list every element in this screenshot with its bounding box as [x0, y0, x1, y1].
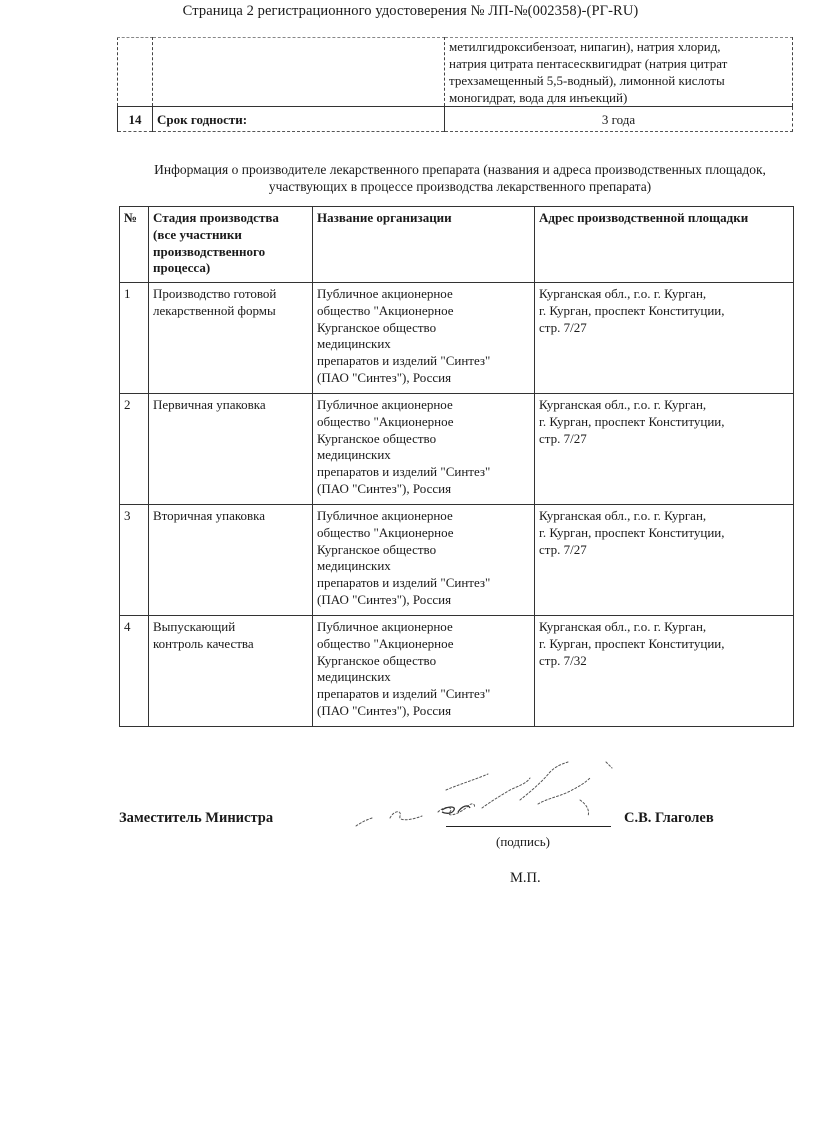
stage-cell	[149, 283, 313, 394]
address-cell	[535, 283, 794, 394]
signatory-name: С.В. Глаголев	[624, 810, 714, 826]
header-stage	[149, 207, 313, 283]
shelf-life-label: Срок годности:	[153, 107, 445, 132]
cell-line: г. Курган, проспект Конституции,	[539, 413, 725, 429]
organization-cell	[313, 394, 535, 505]
cell-line: (ПАО "Синтез"), Россия	[317, 591, 452, 607]
signature-caption: (подпись)	[496, 834, 550, 849]
cell-line: (ПАО "Синтез"), Россия	[317, 702, 452, 718]
cell-line: стр. 7/27	[539, 541, 587, 557]
stage-cell	[149, 505, 313, 616]
cell-line: общество "Акционерное	[317, 635, 454, 651]
cell-line: (ПАО "Синтез"), Россия	[317, 480, 452, 496]
cell-line: контроль качества	[153, 635, 254, 651]
cell-line: Курганская обл., г.о. г. Курган,	[539, 619, 707, 634]
row-number: 3	[120, 505, 149, 616]
cell-line: Вторичная упаковка	[153, 508, 266, 523]
shelf-life-value: 3 года	[445, 107, 793, 132]
cell-line: Курганское общество	[317, 430, 437, 446]
cell-line: препаратов и изделий "Синтез"	[317, 575, 491, 591]
table-row-shelf-life	[118, 107, 793, 132]
header-line: производственного	[153, 243, 266, 259]
header-organization: Название организации	[313, 207, 535, 283]
row-number: 14	[118, 107, 153, 132]
cell-line: Курганское общество	[317, 319, 437, 335]
organization-cell	[313, 616, 535, 727]
manufacturer-table	[119, 206, 794, 727]
stage-cell	[149, 394, 313, 505]
manufacturer-info-heading	[110, 161, 810, 195]
address-cell	[535, 616, 794, 727]
header-address: Адрес производственной площадки	[535, 207, 794, 283]
value-line: натрия цитрата пентасесквигидрат (натрия цитрат	[449, 56, 728, 71]
cell-line: стр. 7/32	[539, 652, 587, 668]
cell-line: медицинских	[317, 336, 391, 352]
organization-cell	[313, 283, 535, 394]
stamp-placeholder: М.П.	[510, 870, 541, 886]
cell-line: Публичное акционерное	[317, 286, 453, 301]
cell-line: (ПАО "Синтез"), Россия	[317, 369, 452, 385]
header-number: №	[120, 207, 149, 283]
page-header: Страница 2 регистрационного удостоверения № ЛП-№(002358)-(РГ-RU)	[182, 3, 639, 19]
cell-line: медицинских	[317, 447, 391, 463]
header-line: (все участники	[153, 226, 242, 242]
table-row-continuation	[118, 38, 793, 107]
table-row	[120, 505, 794, 616]
row-number: 1	[120, 283, 149, 394]
table-row	[120, 394, 794, 505]
cell-line: общество "Акционерное	[317, 413, 454, 429]
value-line: трехзамещенный 5,5-водный), лимонной кислоты	[449, 73, 725, 88]
composition-value	[445, 38, 793, 107]
header-line: Стадия производства	[153, 210, 279, 225]
signature-block	[0, 760, 821, 900]
cell-line: препаратов и изделий "Синтез"	[317, 686, 491, 702]
heading-line: Информация о производителе лекарственного препарата (названия и адреса производственных площадок,	[154, 162, 766, 177]
cell-line: общество "Акционерное	[317, 524, 454, 540]
cell-line: Первичная упаковка	[153, 397, 266, 412]
cell-line: препаратов и изделий "Синтез"	[317, 353, 491, 369]
cell-line: г. Курган, проспект Конституции,	[539, 302, 725, 318]
cell-line: Производство готовой	[153, 286, 277, 301]
handwritten-signature-icon	[350, 760, 630, 832]
cell-line: Публичное акционерное	[317, 619, 453, 634]
address-cell	[535, 394, 794, 505]
cell-line: препаратов и изделий "Синтез"	[317, 464, 491, 480]
cell-line: Публичное акционерное	[317, 508, 453, 523]
row-number	[118, 38, 153, 107]
cell-line: Курганское общество	[317, 652, 437, 668]
row-number: 4	[120, 616, 149, 727]
cell-line: Публичное акционерное	[317, 397, 453, 412]
registration-details-table	[117, 37, 793, 132]
cell-line: медицинских	[317, 669, 391, 685]
signature-line	[446, 826, 611, 827]
cell-line: г. Курган, проспект Конституции,	[539, 524, 725, 540]
row-label	[153, 38, 445, 107]
heading-line: участвующих в процессе производства лекарственного препарата)	[268, 179, 652, 194]
cell-line: общество "Акционерное	[317, 302, 454, 318]
cell-line: Курганская обл., г.о. г. Курган,	[539, 508, 707, 523]
value-line: метилгидроксибензоат, нипагин), натрия хлорид,	[449, 39, 721, 54]
organization-cell	[313, 505, 535, 616]
cell-line: Курганская обл., г.о. г. Курган,	[539, 286, 707, 301]
table-header-row	[120, 207, 794, 283]
table-row	[120, 616, 794, 727]
table-row	[120, 283, 794, 394]
cell-line: Курганская обл., г.о. г. Курган,	[539, 397, 707, 412]
cell-line: стр. 7/27	[539, 430, 587, 446]
cell-line: Курганское общество	[317, 541, 437, 557]
cell-line: Выпускающий	[153, 619, 236, 634]
cell-line: медицинских	[317, 558, 391, 574]
address-cell	[535, 505, 794, 616]
cell-line: г. Курган, проспект Конституции,	[539, 635, 725, 651]
value-line: моногидрат, вода для инъекций)	[449, 90, 628, 105]
header-line: процесса)	[153, 260, 211, 276]
cell-line: стр. 7/27	[539, 319, 587, 335]
stage-cell	[149, 616, 313, 727]
cell-line: лекарственной формы	[153, 302, 276, 318]
row-number: 2	[120, 394, 149, 505]
signatory-title: Заместитель Министра	[119, 810, 274, 826]
